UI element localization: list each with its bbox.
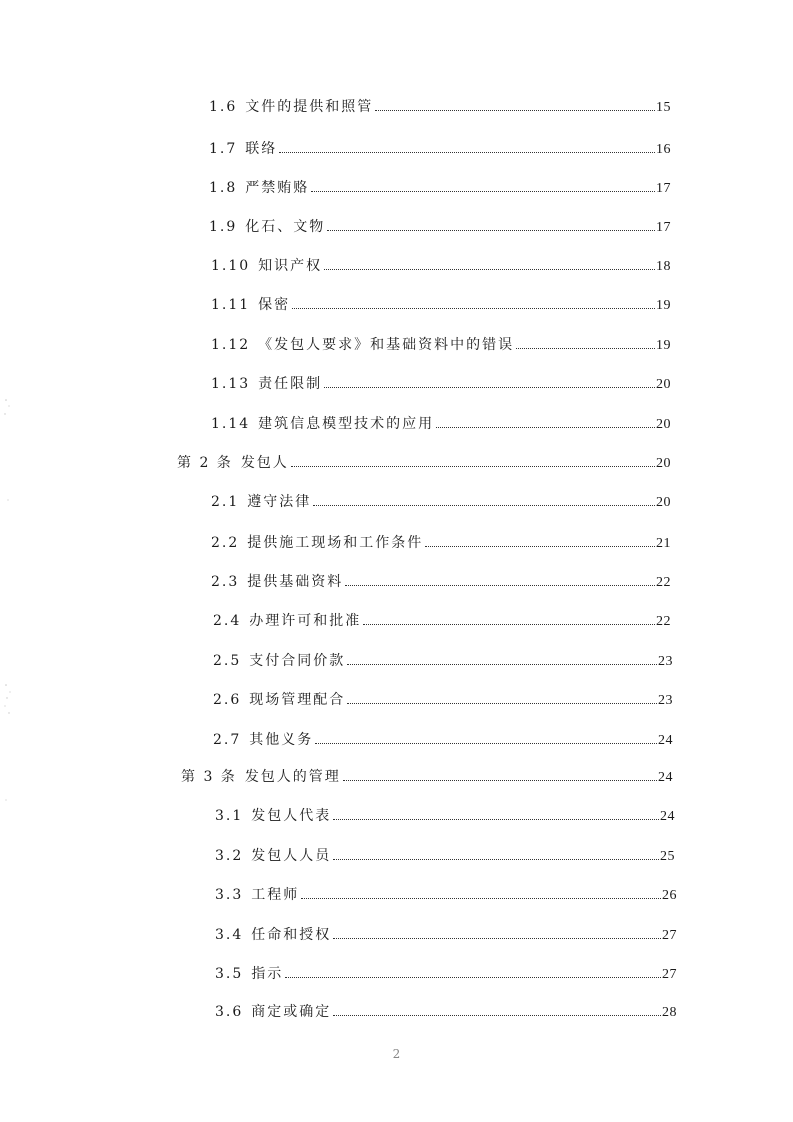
toc-leader-dots (327, 230, 655, 231)
toc-leader-dots (333, 859, 659, 860)
scan-artifact-marks (2, 380, 16, 820)
toc-entry-number: 1.14 (211, 416, 251, 432)
toc-entry-number: 1.11 (211, 297, 251, 313)
toc-entry-title: 建筑信息模型技术的应用 (258, 416, 435, 432)
toc-entry[interactable] (211, 257, 671, 275)
toc-entry-page: 24 (660, 809, 675, 824)
toc-entry-page: 18 (656, 259, 671, 274)
toc-entry-title: 指示 (251, 966, 284, 982)
toc-entry-number: 2.6 (213, 692, 242, 708)
toc-entry-number: 1.8 (209, 180, 238, 196)
toc-leader-dots (279, 152, 655, 153)
toc-entry-number: 第 2 条 (177, 455, 233, 471)
toc-entry[interactable] (213, 652, 673, 670)
toc-entry[interactable] (213, 691, 673, 709)
toc-leader-dots (516, 348, 655, 349)
toc-leader-dots (285, 977, 661, 978)
toc-leader-dots (292, 308, 655, 309)
toc-chapter-entry[interactable] (177, 454, 671, 472)
toc-entry-number: 3.2 (215, 848, 244, 864)
toc-entry-number: 1.9 (209, 219, 238, 235)
toc-entry-page: 24 (658, 733, 673, 748)
toc-entry-page: 27 (662, 928, 677, 943)
toc-entry-title: 发包人代表 (251, 808, 332, 824)
toc-entry-page: 16 (656, 142, 671, 157)
toc-entry-title: 发包人的管理 (244, 769, 341, 785)
toc-entry-page: 26 (662, 888, 677, 903)
toc-entry-number: 3.6 (215, 1004, 244, 1020)
toc-entry-title: 提供施工现场和工作条件 (247, 535, 424, 551)
toc-entry-page: 17 (656, 220, 671, 235)
toc-entry-page: 21 (656, 536, 671, 551)
toc-leader-dots (324, 387, 655, 388)
toc-entry-title: 文件的提供和照管 (245, 99, 374, 115)
toc-entry-number: 2.2 (211, 535, 240, 551)
toc-entry[interactable] (211, 375, 671, 393)
toc-entry-number: 2.1 (211, 494, 240, 510)
toc-entry-title: 发包人人员 (251, 848, 332, 864)
toc-leader-dots (291, 466, 655, 467)
toc-entry-page: 25 (660, 849, 675, 864)
toc-entry-page: 19 (656, 298, 671, 313)
toc-entry-page: 23 (658, 693, 673, 708)
toc-entry-page: 27 (662, 967, 677, 982)
toc-leader-dots (333, 819, 659, 820)
toc-entry-number: 3.5 (215, 966, 244, 982)
toc-entry-number: 2.3 (211, 574, 240, 590)
toc-entry[interactable] (211, 336, 671, 354)
toc-entry-number: 3.3 (215, 887, 244, 903)
toc-entry-title: 知识产权 (258, 258, 323, 274)
toc-entry-page: 20 (656, 456, 671, 471)
toc-entry-page: 20 (656, 377, 671, 392)
toc-entry-title: 保密 (258, 297, 291, 313)
toc-entry-page: 20 (656, 417, 671, 432)
toc-leader-dots (436, 427, 655, 428)
toc-entry-title: 提供基础资料 (247, 574, 344, 590)
toc-entry[interactable] (209, 179, 671, 197)
toc-entry[interactable] (215, 1003, 677, 1021)
toc-entry-page: 22 (656, 614, 671, 629)
toc-entry[interactable] (211, 534, 671, 552)
toc-entry-number: 2.5 (213, 653, 242, 669)
toc-leader-dots (363, 624, 655, 625)
toc-entry-title: 支付合同价款 (249, 653, 346, 669)
toc-entry[interactable] (215, 847, 675, 865)
toc-entry-page: 15 (656, 100, 671, 115)
toc-leader-dots (333, 938, 661, 939)
toc-leader-dots (347, 703, 657, 704)
toc-leader-dots (301, 898, 661, 899)
toc-entry-title: 任命和授权 (251, 927, 332, 943)
toc-chapter-entry[interactable] (181, 768, 673, 786)
toc-entry-number: 1.7 (209, 141, 238, 157)
toc-leader-dots (324, 269, 655, 270)
toc-entry[interactable] (209, 140, 671, 158)
toc-entry[interactable] (213, 612, 671, 630)
toc-entry-page: 17 (656, 181, 671, 196)
toc-entry[interactable] (211, 415, 671, 433)
toc-entry[interactable] (209, 218, 671, 236)
toc-entry-number: 3.1 (215, 808, 244, 824)
toc-entry[interactable] (215, 807, 675, 825)
toc-entry-title: 发包人 (240, 455, 289, 471)
toc-entry[interactable] (215, 965, 677, 983)
toc-entry-title: 严禁贿赂 (245, 180, 310, 196)
toc-leader-dots (345, 585, 655, 586)
toc-leader-dots (343, 780, 657, 781)
toc-entry-page: 23 (658, 654, 673, 669)
toc-entry-title: 联络 (245, 141, 278, 157)
toc-entry-number: 2.4 (213, 613, 242, 629)
toc-entry-page: 22 (656, 575, 671, 590)
toc-entry-number: 2.7 (213, 732, 242, 748)
toc-entry-title: 现场管理配合 (249, 692, 346, 708)
toc-leader-dots (333, 1015, 661, 1016)
toc-entry-title: 化石、文物 (245, 219, 326, 235)
toc-entry[interactable] (211, 493, 671, 511)
page-number: 2 (392, 1047, 401, 1061)
toc-leader-dots (311, 191, 655, 192)
toc-leader-dots (375, 110, 655, 111)
toc-entry[interactable] (215, 926, 677, 944)
toc-entry-number: 1.13 (211, 376, 251, 392)
toc-entry-title: 《发包人要求》和基础资料中的错误 (258, 337, 515, 353)
toc-leader-dots (425, 546, 655, 547)
toc-entry[interactable] (213, 731, 673, 749)
toc-entry-title: 商定或确定 (251, 1004, 332, 1020)
toc-entry[interactable] (209, 98, 671, 116)
toc-entry-title: 办理许可和批准 (249, 613, 362, 629)
toc-entry[interactable] (211, 296, 671, 314)
toc-entry-page: 19 (656, 338, 671, 353)
toc-entry-number: 1.10 (211, 258, 251, 274)
toc-entry-number: 1.6 (209, 99, 238, 115)
toc-entry[interactable] (211, 573, 671, 591)
toc-entry[interactable] (215, 886, 677, 904)
toc-entry-title: 责任限制 (258, 376, 323, 392)
toc-entry-number: 第 3 条 (181, 769, 237, 785)
toc-leader-dots (313, 505, 655, 506)
toc-entry-page: 24 (658, 770, 673, 785)
toc-entry-title: 遵守法律 (247, 494, 312, 510)
toc-leader-dots (315, 743, 657, 744)
toc-entry-page: 28 (662, 1005, 677, 1020)
toc-entry-number: 1.12 (211, 337, 251, 353)
toc-entry-title: 其他义务 (249, 732, 314, 748)
toc-entry-title: 工程师 (251, 887, 300, 903)
toc-leader-dots (347, 664, 657, 665)
toc-entry-number: 3.4 (215, 927, 244, 943)
toc-entry-page: 20 (656, 495, 671, 510)
